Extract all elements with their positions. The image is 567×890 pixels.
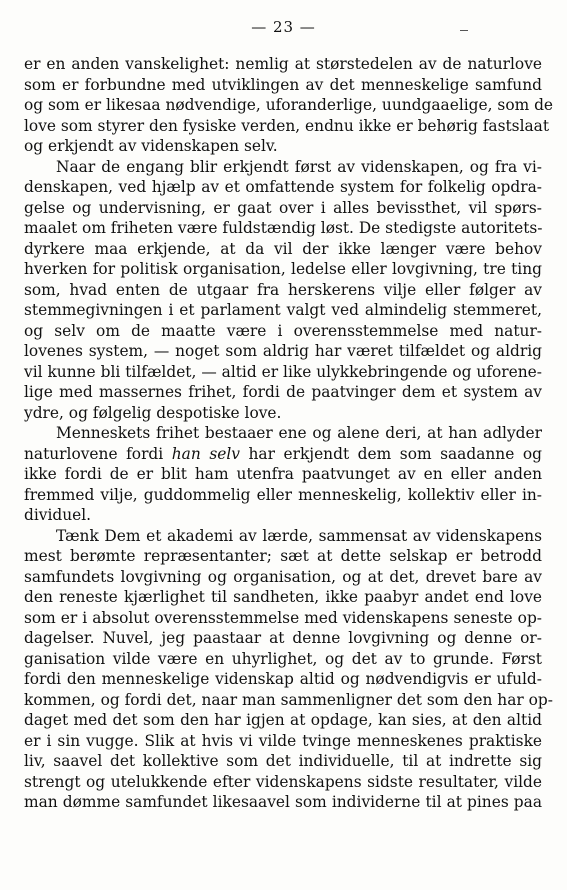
- body-text: [24, 54, 554, 813]
- text-line: ganisation vilde være en uhyrlighet, og det av to grunde. Først: [24, 649, 542, 668]
- text-line: som, hvad enten de utgaar fra herskerens vilje eller følger av: [24, 280, 542, 299]
- paragraph-3: [24, 423, 542, 526]
- text-line: kommen, og fordi det, naar man sammenligner det som den har op-: [24, 690, 553, 709]
- text-line: Tænk Dem et akademi av lærde, sammensat av videnskapens: [56, 526, 542, 545]
- page-number: — 23 —: [251, 18, 316, 36]
- text-line: lige med massernes frihet, fordi de paatvinger dem et system av: [24, 383, 542, 401]
- text-line: er en anden vanskelighet: nemlig at størstedelen av de naturlove: [24, 55, 542, 73]
- print-mark: [460, 30, 468, 31]
- text-line: daget med det som den har igjen at opdage, kan sies, at den altid: [24, 711, 542, 729]
- text-line: lovenes system, — noget som aldrig har været tilfældet og aldrig: [24, 342, 542, 360]
- text-line: samfundets lovgivning og organisation, og at det, drevet bare av: [24, 567, 542, 586]
- text-line: som er forbundne med utviklingen av det menneskelige samfund: [24, 75, 542, 94]
- text-line: denskapen, ved hjælp av et omfattende system for folkelig opdra-: [24, 178, 542, 196]
- text-line: strengt og utelukkende efter videnskapens sidste resultater, vilde: [24, 772, 542, 791]
- text-line: stemmegivningen i et parlament valgt ved almindelig stemmeret,: [24, 301, 542, 319]
- text-line: mest berømte repræsentanter; sæt at dette selskap er betrodd: [24, 547, 542, 565]
- paragraph-2: [24, 157, 542, 424]
- text-line: liv, saavel det kollektive som det individuelle, til at indrette sig: [24, 752, 542, 770]
- text-segment: har erkjendt dem som saadanne og: [239, 444, 542, 463]
- text-line: dagelser. Nuvel, jeg paastaar at denne lovgivning og denne or-: [24, 629, 542, 647]
- text-line: ydre, og følgelig despotiske love.: [24, 403, 282, 422]
- text-line: er i sin vugge. Slik at hvis vi vilde tvinge menneskenes praktiske: [24, 731, 542, 750]
- text-line: ikke fordi de er blit ham utenfra paatvunget av en eller anden: [24, 465, 542, 483]
- text-line: fremmed vilje, guddommelig eller menneskelig, kollektiv eller in-: [24, 485, 542, 504]
- text-line: love som styrer den fysiske verden, endnu ikke er behørig fastslaat: [24, 116, 550, 135]
- text-line: dividuel.: [24, 506, 92, 524]
- text-line: vil kunne bli tilfældet, — altid er like ulykkebringende og uforene-: [24, 362, 542, 381]
- text-line: som er i absolut overensstemmelse med videnskapens seneste op-: [24, 608, 542, 627]
- text-line: dyrkere maa erkjende, at da vil der ikke længer være behov: [24, 239, 542, 258]
- text-line: hverken for politisk organisation, ledelse eller lovgivning, tre ting: [24, 260, 542, 278]
- text-line: og erkjendt av videnskapen selv.: [24, 137, 278, 155]
- paragraph-1: [24, 54, 554, 157]
- text-line: gelse og undervisning, er gaat over i alles bevissthet, vil spørs-: [24, 198, 542, 217]
- text-line: og som er likesaa nødvendige, uforanderlige, uundgaaelige, som de: [24, 96, 554, 114]
- text-line: den reneste kjærlighet til sandheten, ikke paabyr andet end love: [24, 588, 542, 606]
- text-line: man dømme samfundet likesaavel som individerne til at pines paa: [24, 793, 542, 811]
- text-segment: naturlovene fordi: [24, 444, 172, 463]
- text-line: Menneskets frihet bestaaer ene og alene deri, at han adlyder: [56, 424, 542, 442]
- italic-phrase: han selv: [171, 444, 240, 463]
- text-line: Naar de engang blir erkjendt først av videnskapen, og fra vi-: [56, 157, 542, 176]
- paragraph-4: [24, 526, 553, 813]
- text-line: fordi den menneskelige videnskap altid og nødvendigvis er ufuld-: [24, 670, 542, 688]
- text-line: og selv om de maatte være i overensstemmelse med natur-: [24, 321, 542, 340]
- text-line: maalet om friheten være fuldstændig løst. De stedigste autoritets-: [24, 219, 543, 237]
- text-line-with-italic: [24, 444, 542, 465]
